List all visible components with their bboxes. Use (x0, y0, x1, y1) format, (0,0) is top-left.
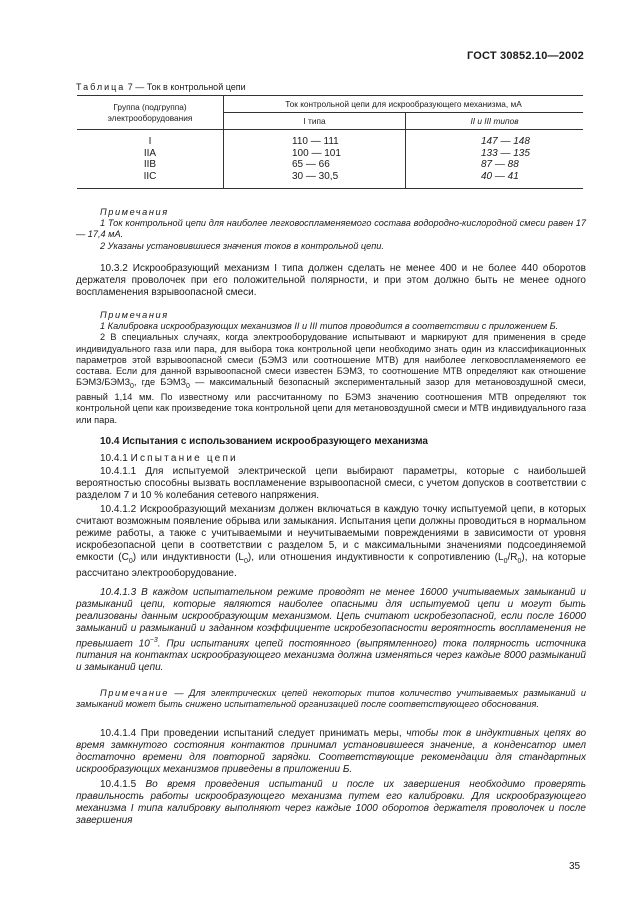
type23-cells (406, 130, 584, 189)
paragraph-text: . При испытаниях цепей постоянного (выпрямленного) тока полярность источника питания на контактах искрообразующего механизма должна изменяться через каждые 8000 размыканий и замыканий цепи. (76, 637, 586, 673)
paragraph-10-3-2: 10.3.2 Искрообразующий механизм I типа должен сделать не менее 400 и не более 440 оборотов держателя проволочек при его положительной полярности, и при этом должно быть не менее одного воспламенения взрывоопасной смеси. (76, 263, 586, 298)
paragraph-text: ), или отношения индуктивности к сопротивлению (L (247, 551, 504, 563)
notes-title: Примечания (100, 207, 169, 217)
note2-2-text: 2 В специальных случаях, когда электрооборудование испытывают и маркируют для применения в среде индивидуального газа или пара, для выбора тока контрольной цепи необходимо знать один из классификационных параметров этой взрывоопасной смеси (БЭМЗ или соотношение МТВ) для наиболее легковоспламеняемого ее состава. Если для данной взрывоопасной смеси известен БЭМЗ, то соотношение МТВ определяют как отношение БЭМЗ/БЭМЗ (76, 332, 586, 388)
note3-title: Примечание (100, 688, 169, 698)
note3-text: — Для электрических цепей некоторых типов количество учитываемых размыканий и замыканий может быть снижено испытательной организацией после соответствующего обоснования. (76, 688, 586, 710)
note2-2 (76, 332, 586, 425)
current-column-header: Ток контрольной цепи для искрообразующего механизма, мА (224, 96, 584, 113)
subscript: 0 (503, 557, 508, 565)
type23-cell: 147 — 148 (481, 136, 530, 147)
note-1: 1 Ток контрольной цепи для наиболее легковоспламеняемого состава водородно-кислородной смеси равен 17 — 17,4 мА. (76, 218, 586, 240)
type23-cell: 133 — 135 (481, 147, 530, 159)
table-caption (76, 82, 246, 92)
note2-1: 1 Калибровка искрообразующих механизмов II и III типов проводится в соответствии с приложением Б. (100, 321, 559, 332)
table-notes (76, 207, 586, 252)
subsection-10-4-1 (76, 453, 586, 465)
paragraph-10-4-1-2 (76, 504, 586, 579)
table-row (77, 130, 583, 189)
group-cell: IIA (143, 147, 157, 159)
paragraph-10-4-1-3 (76, 587, 586, 674)
group-cell: IIC (143, 170, 157, 182)
page-number: 35 (569, 861, 581, 872)
paragraph-text: 10.4.1.3 В каждом испытательном режиме проводят не менее 16000 учитываемых замыканий и размыканий цепи, которые являются наиболее опасными для испытуемой цепи и могут быть реализованы данным искрообразующим механизмом. Цепь считают искробезопасной, если после 16000 замыканий и размыканий и заданном коэффициенте искробезопасности вероятность воспламенения не превышает 10 (76, 587, 586, 649)
paragraph-text: ), на которые рассчитано электрооборудование. (76, 551, 586, 579)
group-cell: IIB (143, 159, 157, 170)
note2-2-text: , где БЭМЗ (133, 377, 187, 388)
type1-cells (224, 130, 406, 189)
standard-header: ГОСТ 30852.10—2002 (466, 50, 584, 62)
note2-2-text: — максимальный безопасный экспериментальный зазор для метановоздушной смеси, равный 1,14 мм. По известному или рассчитанному по БЭМЗ значению соотношения МТВ определяют ток контрольной цепи как произведение тока контрольной цепи для метановоздушной смеси и МТВ индивидуального газа или пара. (76, 377, 586, 425)
current-table (77, 95, 583, 189)
paragraph-text: 10.4.1.4 При проведении испытаний следует принимать меры, (100, 728, 407, 739)
group-cells (77, 130, 224, 189)
notes2-title: Примечания (100, 310, 169, 320)
note-2: 2 Указаны установившиеся значения токов в контрольной цепи. (100, 240, 384, 251)
paragraph-10-4-1-4 (76, 728, 586, 776)
type1-cell: 100 — 101 (292, 147, 341, 159)
type23-cell: 87 — 88 (481, 159, 519, 170)
section-heading-10-4: 10.4 Испытания с использованием искрообразующего механизма (100, 436, 428, 447)
group-column-header: Группа (подгруппа) электрооборудования (77, 96, 224, 130)
paragraph-text: Во время проведения испытаний и после их завершения необходимо проверять правильность работы искрообразующего механизма путем его калибровки. Для искрообразующего механизма I типа калибровку выполняют через каждые 1000 оборотов держателя проволочек и после завершения (76, 779, 587, 826)
type23-cell: 40 — 41 (481, 170, 519, 182)
type1-cell: 65 — 66 (292, 159, 330, 170)
subscript: 0 (128, 557, 133, 565)
subscript: 0 (186, 383, 190, 391)
paragraph-10-4-1-1: 10.4.1.1 Для испытуемой электрической цепи выбирают параметры, которые с наибольшей вероятностью способны вызвать воспламенение взрывоопасной смеси, с учетом допусков в соответствии с разделом 7 и 10 % колебания сетевого напряжения. (76, 466, 586, 501)
subscript: 0 (130, 383, 134, 391)
subscript: 0 (517, 557, 522, 565)
paragraph-text: чтобы ток в индуктивных цепях во время замкнутого состояния контактов принимал установившееся значение, а конденсатор имел достаточно времени для повторной зарядки. Соответствующие рекомендации для стандартных искрообразующих механизмов приведены в приложении Б. (76, 728, 587, 775)
paragraph-text: /R (507, 551, 518, 563)
type1-cell: 110 — 111 (292, 136, 339, 147)
paragraph-10-4-1-5 (76, 779, 586, 827)
superscript: −3 (149, 636, 158, 644)
paragraph-text: 10.4.1.2 Искрообразующий механизм должен включаться в каждую точку испытуемой цепи, в которых считают возможным появление обрыва или замыкания. Испытания цепи должны проводиться в нормальном режиме работы, а также с учитываемыми и неучитываемыми повреждениями в зависимости от уровня искробезопасной цепи в соответствии с разделом 5, и с максимальными значениями подсоединяемой емкости (C (76, 504, 586, 563)
table-caption-title: 7 — Ток в контрольной цепи (125, 82, 246, 92)
subscript: 0 (244, 557, 248, 565)
notes-block-2 (76, 310, 586, 426)
group-cell: I (148, 136, 152, 147)
paragraph-text: ) или индуктивности (L (132, 551, 244, 563)
type1-column-header: I типа (224, 113, 406, 130)
paragraph-text: 10.4.1.5 (100, 779, 146, 790)
subsection-number: 10.4.1 (100, 453, 128, 464)
subsection-title: Испытание цепи (130, 453, 238, 464)
table-caption-word: Таблица (76, 82, 126, 92)
note-3 (76, 688, 586, 710)
type1-cell: 30 — 30,5 (292, 170, 339, 182)
type23-column-header: II и III типов (406, 113, 584, 130)
